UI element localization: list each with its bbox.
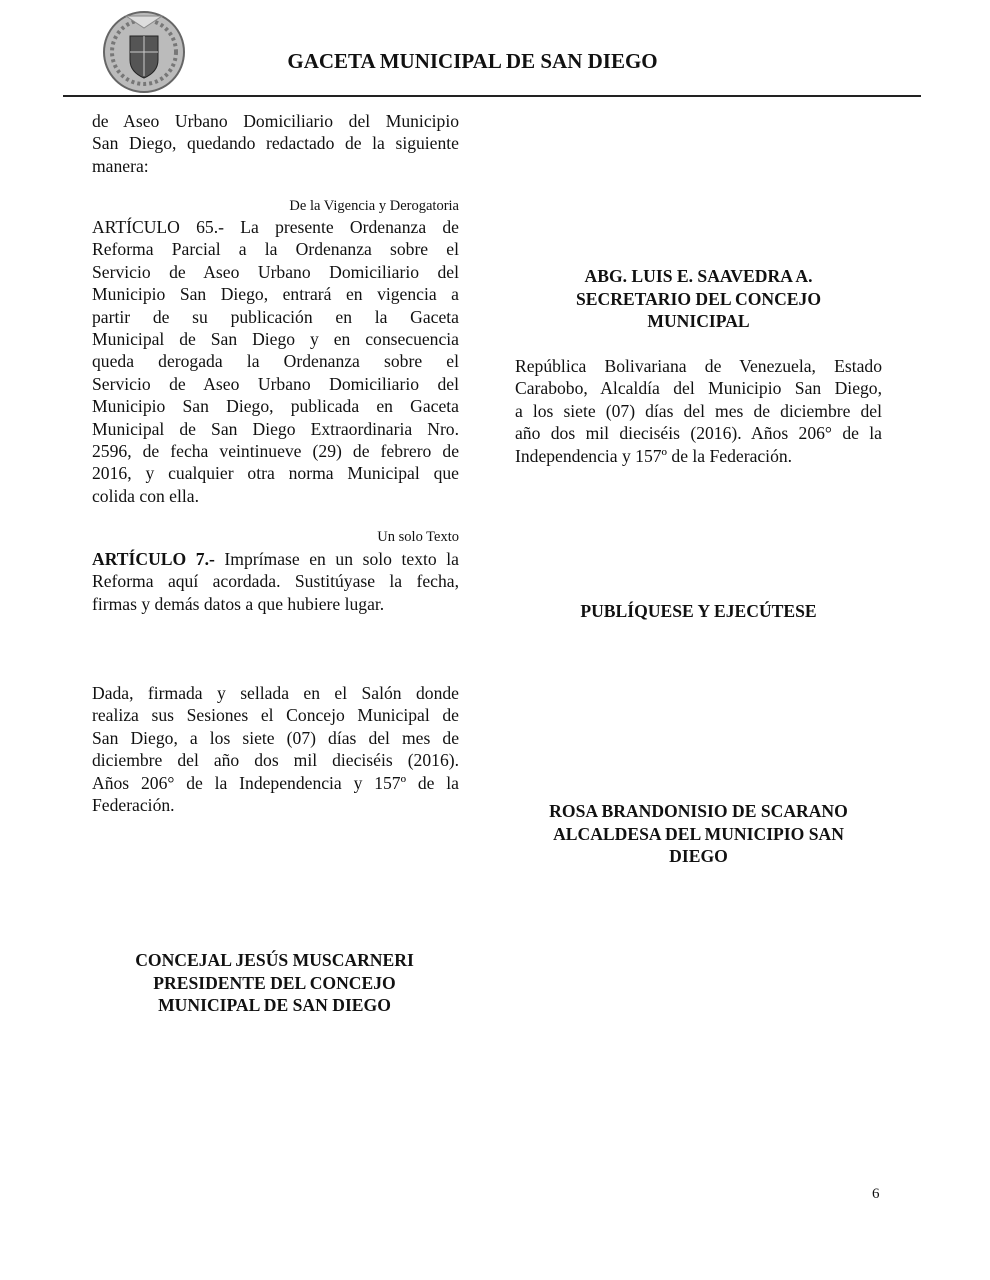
gazette-title: GACETA MUNICIPAL DE SAN DIEGO <box>287 49 658 73</box>
text-line: Servicio de Aseo Urbano Domiciliario del <box>92 373 459 394</box>
header-divider <box>63 95 921 97</box>
text-line: San Diego, quedando redactado de la siguiente <box>92 133 459 154</box>
text-line: Municipal de San Diego y en consecuencia <box>92 328 459 349</box>
signature-line: PRESIDENTE DEL CONCEJO <box>153 972 396 993</box>
republica-paragraph <box>515 355 882 467</box>
text-line: Municipio San Diego, publicada en Gaceta <box>92 396 459 417</box>
section-heading-vigencia: De la Vigencia y Derogatoria <box>289 198 459 214</box>
intro-paragraph <box>92 110 459 177</box>
publiquese-heading: PUBLÍQUESE Y EJECÚTESE <box>580 601 817 621</box>
text-line: queda derogada la Ordenanza sobre el <box>92 351 459 372</box>
text-line: realiza sus Sesiones el Concejo Municipal de <box>92 705 459 726</box>
signature-line: MUNICIPAL <box>647 311 750 332</box>
secretary-signature-block <box>515 265 882 333</box>
text-line: a los siete (07) días del mes de diciembre del <box>515 400 882 421</box>
text-line: año dos mil dieciséis (2016). Años 206° de la <box>515 423 882 444</box>
text-line: 2016, y cualquier otra norma Municipal que <box>92 463 459 484</box>
text-line: manera: <box>92 155 149 176</box>
article-7-paragraph <box>92 548 459 615</box>
text-line: Servicio de Aseo Urbano Domiciliario del <box>92 261 459 282</box>
text-line: República Bolivariana de Venezuela, Estado <box>515 356 882 376</box>
article-65-paragraph <box>92 216 459 507</box>
text-line: 2596, de fecha veintinueve (29) de febrero de <box>92 440 459 461</box>
mayor-signature-block <box>515 800 882 868</box>
article-7-line: Reforma aquí acordada. Sustitúyase la fecha, <box>92 571 459 592</box>
text-line: San Diego, a los siete (07) días del mes de <box>92 727 459 748</box>
text-line: Reforma Parcial a la Ordenanza sobre el <box>92 239 459 260</box>
article-7-line: firmas y demás datos a que hubiere lugar. <box>92 593 385 614</box>
signature-line: CONCEJAL JESÚS MUSCARNERI <box>135 950 414 970</box>
text-line: colida con ella. <box>92 485 199 506</box>
page-number: 6 <box>872 1186 880 1202</box>
text-line: ARTÍCULO 65.- La presente Ordenanza de <box>92 217 459 237</box>
text-line: partir de su publicación en la Gaceta <box>92 306 459 327</box>
signature-line: ABG. LUIS E. SAAVEDRA A. <box>584 266 813 286</box>
signature-line: SECRETARIO DEL CONCEJO <box>575 288 822 309</box>
text-line: Carabobo, Alcaldía del Municipio San Diego, <box>515 378 882 399</box>
signature-line: DIEGO <box>669 846 728 867</box>
signature-line: ROSA BRANDONISIO DE SCARANO <box>549 801 848 821</box>
dada-paragraph <box>92 682 459 816</box>
section-heading-un-solo-texto: Un solo Texto <box>377 529 459 545</box>
text-line: Federación. <box>92 794 175 815</box>
text-line: diciembre del año dos mil dieciséis (2016). <box>92 750 459 771</box>
text-line: Municipal de San Diego Extraordinaria Nro. <box>92 418 459 439</box>
article-7-line: Imprímase en un solo texto la <box>214 549 459 569</box>
text-line: Años 206° de la Independencia y 157º de la <box>92 772 459 793</box>
president-signature-block <box>91 949 458 1017</box>
signature-line: MUNICIPAL DE SAN DIEGO <box>158 995 391 1016</box>
text-line: Independencia y 157º de la Federación. <box>515 445 793 466</box>
text-line: de Aseo Urbano Domiciliario del Municipio <box>92 111 459 131</box>
article-7-label: ARTÍCULO 7.- <box>92 549 215 569</box>
text-line: Dada, firmada y sellada en el Salón donde <box>92 683 459 703</box>
text-line: Municipio San Diego, entrará en vigencia a <box>92 284 459 305</box>
signature-line: ALCALDESA DEL MUNICIPIO SAN <box>553 823 844 844</box>
